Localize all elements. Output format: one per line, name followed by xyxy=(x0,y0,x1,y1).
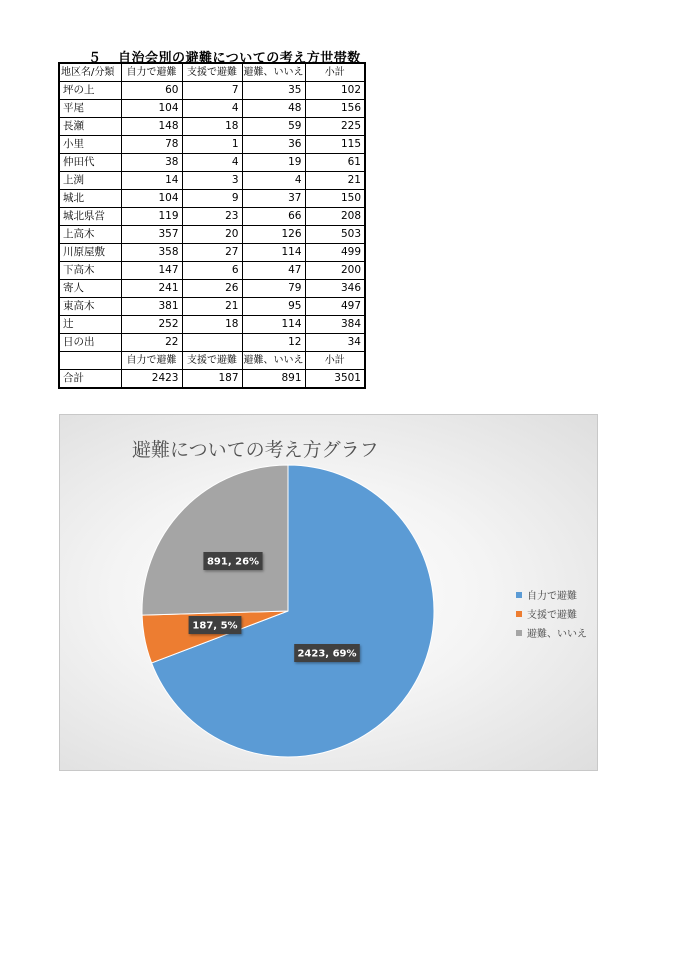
value-cell-subtotal: 384 xyxy=(305,316,365,334)
value-cell-support: 20 xyxy=(182,226,242,244)
table-row xyxy=(59,316,365,334)
section-title: 自治会別の避難についての考え方世帯数 xyxy=(118,51,361,66)
legend-label: 支援で避難 xyxy=(527,610,577,621)
value-cell-support: 4 xyxy=(182,154,242,172)
value-cell-support: 21 xyxy=(182,298,242,316)
area-name-cell: 寄人 xyxy=(59,280,121,298)
value-cell-subtotal: 200 xyxy=(305,262,365,280)
value-cell-self: 38 xyxy=(121,154,182,172)
chart-legend xyxy=(516,585,587,642)
data-label xyxy=(294,644,360,662)
value-cell-no: 35 xyxy=(242,82,305,100)
value-cell-subtotal: 102 xyxy=(305,82,365,100)
table-row xyxy=(59,226,365,244)
total-cell-subtotal: 3501 xyxy=(305,370,365,389)
table-row xyxy=(59,334,365,352)
legend-swatch xyxy=(516,611,522,617)
value-cell-self: 358 xyxy=(121,244,182,262)
value-cell-subtotal: 150 xyxy=(305,190,365,208)
area-name-cell: 小里 xyxy=(59,136,121,154)
value-cell-support: 7 xyxy=(182,82,242,100)
value-cell-support: 9 xyxy=(182,190,242,208)
value-cell-no: 95 xyxy=(242,298,305,316)
header-cell-subtotal: 小計 xyxy=(305,63,365,82)
area-name-cell: 東高木 xyxy=(59,298,121,316)
table-row xyxy=(59,298,365,316)
value-cell-subtotal: 346 xyxy=(305,280,365,298)
value-cell-no: 59 xyxy=(242,118,305,136)
value-cell-self: 252 xyxy=(121,316,182,334)
value-cell-subtotal: 115 xyxy=(305,136,365,154)
value-cell-self: 104 xyxy=(121,190,182,208)
value-cell-no: 37 xyxy=(242,190,305,208)
area-name-cell: 日の出 xyxy=(59,334,121,352)
table-header-row xyxy=(59,63,365,82)
table-row xyxy=(59,190,365,208)
table-row xyxy=(59,172,365,190)
value-cell-self: 22 xyxy=(121,334,182,352)
pie-chart-area xyxy=(59,414,598,771)
value-cell-subtotal: 225 xyxy=(305,118,365,136)
value-cell-self: 60 xyxy=(121,82,182,100)
value-cell-support: 4 xyxy=(182,100,242,118)
section-number: ５ xyxy=(88,51,102,66)
table-row xyxy=(59,154,365,172)
footer-header-cell: 支援で避難 xyxy=(182,352,242,370)
value-cell-no: 79 xyxy=(242,280,305,298)
value-cell-no: 4 xyxy=(242,172,305,190)
footer-header-cell xyxy=(59,352,121,370)
table-footer-header-row xyxy=(59,352,365,370)
table-row xyxy=(59,244,365,262)
table-row xyxy=(59,136,365,154)
value-cell-support: 27 xyxy=(182,244,242,262)
area-name-cell: 城北 xyxy=(59,190,121,208)
value-cell-subtotal: 497 xyxy=(305,298,365,316)
area-name-cell: 平尾 xyxy=(59,100,121,118)
value-cell-support: 6 xyxy=(182,262,242,280)
value-cell-self: 78 xyxy=(121,136,182,154)
area-name-cell: 坪の上 xyxy=(59,82,121,100)
value-cell-self: 119 xyxy=(121,208,182,226)
value-cell-no: 19 xyxy=(242,154,305,172)
value-cell-no: 12 xyxy=(242,334,305,352)
area-name-cell: 上高木 xyxy=(59,226,121,244)
value-cell-support: 26 xyxy=(182,280,242,298)
header-cell-self: 自力で避難 xyxy=(121,63,182,82)
table-row xyxy=(59,118,365,136)
legend-item xyxy=(516,585,587,604)
value-cell-self: 381 xyxy=(121,298,182,316)
table-row xyxy=(59,262,365,280)
household-table xyxy=(58,62,366,389)
area-name-cell: 長瀬 xyxy=(59,118,121,136)
value-cell-subtotal: 34 xyxy=(305,334,365,352)
value-cell-self: 148 xyxy=(121,118,182,136)
legend-item xyxy=(516,623,587,642)
area-name-cell: 仲田代 xyxy=(59,154,121,172)
value-cell-no: 48 xyxy=(242,100,305,118)
value-cell-subtotal: 503 xyxy=(305,226,365,244)
table-body xyxy=(59,63,365,388)
footer-header-cell: 小計 xyxy=(305,352,365,370)
table-row xyxy=(59,100,365,118)
value-cell-no: 47 xyxy=(242,262,305,280)
legend-swatch xyxy=(516,592,522,598)
total-cell-no: 891 xyxy=(242,370,305,389)
footer-header-cell: 避難、いいえ xyxy=(242,352,305,370)
header-cell-area: 地区名/分類 xyxy=(59,63,121,82)
value-cell-self: 104 xyxy=(121,100,182,118)
data-label xyxy=(189,616,242,634)
value-cell-subtotal: 61 xyxy=(305,154,365,172)
value-cell-self: 147 xyxy=(121,262,182,280)
table-row xyxy=(59,82,365,100)
value-cell-no: 114 xyxy=(242,244,305,262)
total-cell-support: 187 xyxy=(182,370,242,389)
value-cell-no: 66 xyxy=(242,208,305,226)
total-label-cell: 合計 xyxy=(59,370,121,389)
pie-slice-no xyxy=(142,465,288,615)
data-label xyxy=(203,552,262,570)
data-label-text: 2423, 69% xyxy=(297,648,357,660)
value-cell-no: 126 xyxy=(242,226,305,244)
value-cell-self: 241 xyxy=(121,280,182,298)
area-name-cell: 川原屋敷 xyxy=(59,244,121,262)
chart-title: 避難についての考え方グラフ xyxy=(132,439,379,461)
area-name-cell: 辻 xyxy=(59,316,121,334)
area-name-cell: 下高木 xyxy=(59,262,121,280)
value-cell-no: 114 xyxy=(242,316,305,334)
legend-item xyxy=(516,604,587,623)
legend-swatch xyxy=(516,630,522,636)
value-cell-support xyxy=(182,334,242,352)
table-row xyxy=(59,280,365,298)
footer-header-cell: 自力で避難 xyxy=(121,352,182,370)
value-cell-support: 1 xyxy=(182,136,242,154)
header-cell-no: 避難、いいえ xyxy=(242,63,305,82)
value-cell-subtotal: 499 xyxy=(305,244,365,262)
value-cell-support: 23 xyxy=(182,208,242,226)
value-cell-support: 18 xyxy=(182,118,242,136)
value-cell-self: 14 xyxy=(121,172,182,190)
legend-label: 自力で避難 xyxy=(527,591,577,602)
value-cell-support: 18 xyxy=(182,316,242,334)
header-cell-support: 支援で避難 xyxy=(182,63,242,82)
value-cell-subtotal: 208 xyxy=(305,208,365,226)
value-cell-support: 3 xyxy=(182,172,242,190)
table-row xyxy=(59,208,365,226)
data-label-text: 187, 5% xyxy=(192,620,238,632)
legend-label: 避難、いいえ xyxy=(527,629,587,640)
value-cell-subtotal: 21 xyxy=(305,172,365,190)
value-cell-subtotal: 156 xyxy=(305,100,365,118)
table-total-row xyxy=(59,370,365,389)
value-cell-self: 357 xyxy=(121,226,182,244)
total-cell-self: 2423 xyxy=(121,370,182,389)
area-name-cell: 上渕 xyxy=(59,172,121,190)
value-cell-no: 36 xyxy=(242,136,305,154)
data-label-text: 891, 26% xyxy=(206,556,260,568)
area-name-cell: 城北県営 xyxy=(59,208,121,226)
